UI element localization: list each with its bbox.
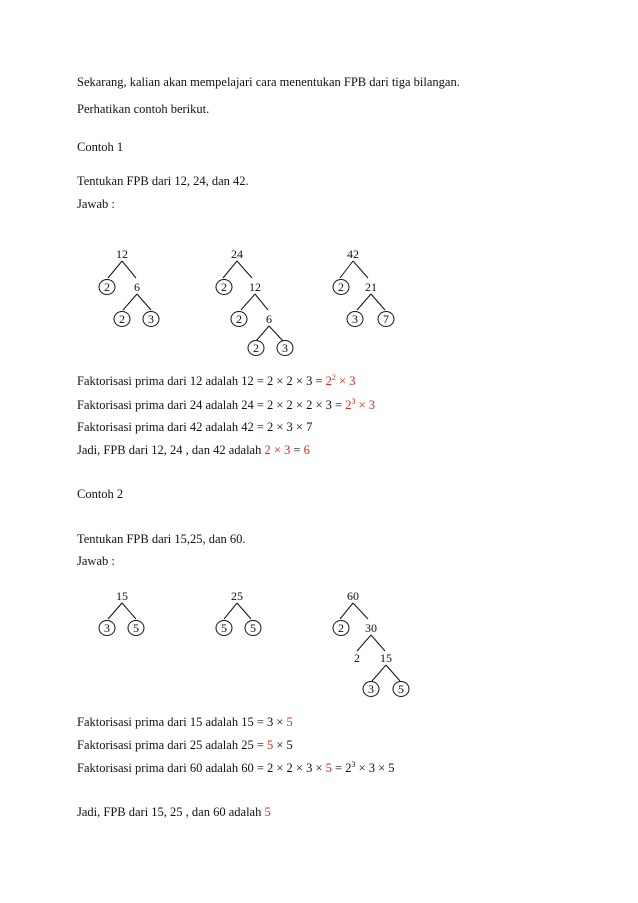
contoh-2-heading: Contoh 2 <box>77 487 124 501</box>
tree-60-factor: 3 <box>368 682 374 696</box>
contoh-2-answer-label: Jawab : <box>77 554 115 568</box>
tree-25-root: 25 <box>231 589 243 603</box>
contoh-1-fact-3: Faktorisasi prima dari 42 adalah 42 = 2 × 3 × 7 <box>77 420 313 434</box>
tree-25-factor: 5 <box>221 621 227 635</box>
tree-12-factor: 2 <box>104 280 110 294</box>
tree-42-factor: 2 <box>338 280 344 294</box>
factor-tree-24 <box>216 247 293 356</box>
contoh-1-heading: Contoh 1 <box>77 140 124 154</box>
factor-tree-25 <box>216 589 261 636</box>
contoh-2-fact-1: Faktorisasi prima dari 15 adalah 15 = 3 × 5 <box>77 715 293 729</box>
fact-text: Faktorisasi prima dari 12 adalah 12 = 2 × 2 × 3 = <box>77 374 326 388</box>
intro-line-2: Perhatikan contoh berikut. <box>77 102 210 116</box>
tree-15-factor: 3 <box>104 621 110 635</box>
tree-60-factor: 2 <box>354 651 360 665</box>
tree-12-factor: 3 <box>148 312 154 326</box>
tree-25-factor: 5 <box>250 621 256 635</box>
contoh-2-conclusion: Jadi, FPB dari 15, 25 , dan 60 adalah 5 <box>77 805 271 819</box>
contoh-1-conclusion: Jadi, FPB dari 12, 24 , dan 42 adalah 2 × 3 = 6 <box>77 443 310 457</box>
contoh-2-question: Tentukan FPB dari 15,25, dan 60. <box>77 532 246 546</box>
tree-15-factor: 5 <box>133 621 139 635</box>
fact-text: Faktorisasi prima dari 24 adalah 24 = 2 × 2 × 2 × 3 = <box>77 398 346 412</box>
tree-24-factor: 2 <box>221 280 227 294</box>
factor-tree-15 <box>99 589 144 636</box>
tree-60-factor: 15 <box>380 651 392 665</box>
factor-tree-42 <box>333 247 394 327</box>
tree-12-factor: 6 <box>134 280 140 294</box>
fact-red-power: $2^2 \times 3$ <box>325 373 356 388</box>
contoh-1-fact-1 <box>77 373 355 389</box>
tree-24-factor: 3 <box>282 341 288 355</box>
tree-24-factor: 12 <box>249 280 261 294</box>
tree-60-factor: 5 <box>398 682 404 696</box>
tree-60-root: 60 <box>347 589 359 603</box>
tree-24-factor: 2 <box>253 341 259 355</box>
tree-24-factor: 2 <box>236 312 242 326</box>
tree-60-factor: 2 <box>338 621 344 635</box>
contoh-1-fact-2 <box>77 397 375 413</box>
contoh-2-fact-2: Faktorisasi prima dari 25 adalah 25 = 5 × 5 <box>77 738 293 752</box>
factor-tree-12 <box>99 247 159 327</box>
tree-42-factor: 21 <box>365 280 377 294</box>
tree-24-root: 24 <box>231 247 243 261</box>
fact-red-power: $2^3 \times 3$ <box>345 397 376 412</box>
factor-tree-60 <box>333 589 409 697</box>
intro-line-1: Sekarang, kalian akan mempelajari cara menentukan FPB dari tiga bilangan. <box>77 75 460 89</box>
contoh-1-question: Tentukan FPB dari 12, 24, dan 42. <box>77 174 249 188</box>
contoh-1-answer-label: Jawab : <box>77 197 115 211</box>
tree-42-factor: 3 <box>352 312 358 326</box>
tree-24-factor: 6 <box>266 312 272 326</box>
tree-12-root: 12 <box>116 247 128 261</box>
tree-60-factor: 30 <box>365 621 377 635</box>
tree-15-root: 15 <box>116 589 128 603</box>
tree-42-root: 42 <box>347 247 359 261</box>
tree-42-factor: 7 <box>383 312 389 326</box>
contoh-2-fact-3: Faktorisasi prima dari 60 adalah $60 = 2 \times 2 \times 3 \times 5 = 2^3 \times 3 \times 5$ <box>77 760 395 775</box>
tree-12-factor: 2 <box>119 312 125 326</box>
